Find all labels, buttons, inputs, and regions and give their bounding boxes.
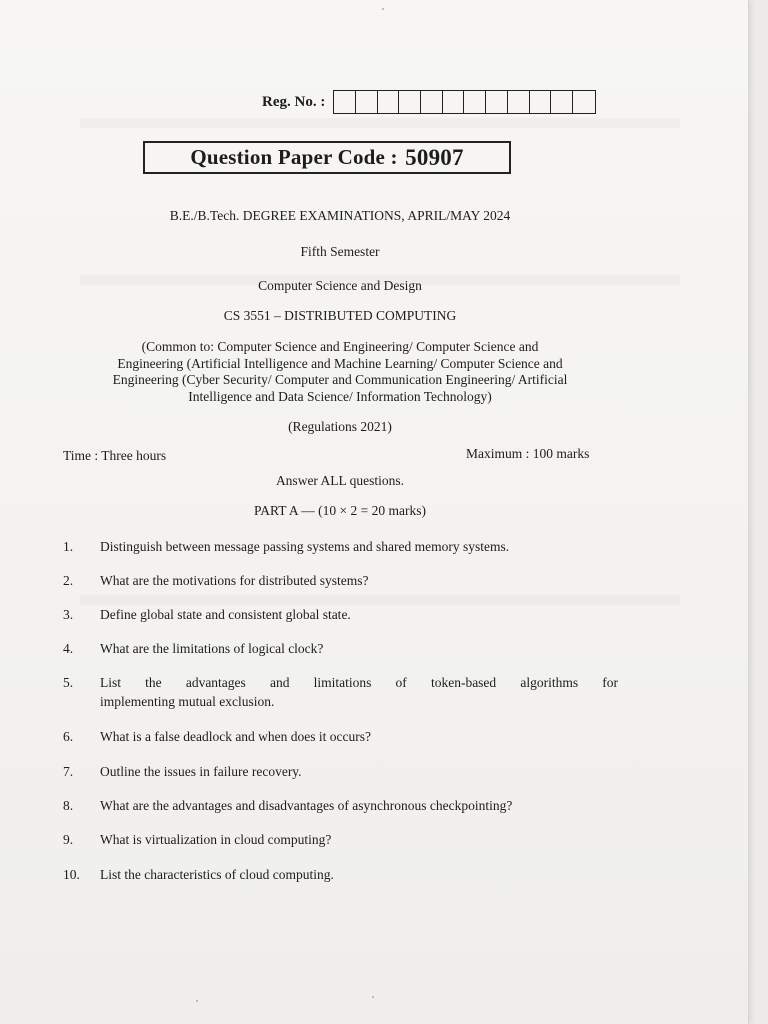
question-number: 5.: [63, 675, 74, 690]
question-number: 4.: [63, 641, 74, 656]
question-text-block: [100, 673, 618, 711]
reg-number-box: [573, 91, 595, 113]
question-text-continued: implementing mutual exclusion.: [100, 694, 275, 709]
question-number: 7.: [63, 764, 74, 779]
maximum-marks: Maximum : 100 marks: [466, 446, 590, 461]
reg-number-box: [530, 91, 552, 113]
question-text: What are the limitations of logical clock?: [100, 641, 324, 656]
department: Computer Science and Design: [258, 278, 422, 293]
question-text: What are the advantages and disadvantages of asynchronous checkpointing?: [100, 798, 513, 813]
question-text: List the advantages and limitations of token-based algorithms for: [100, 675, 618, 690]
question-text: Define global state and consistent global state.: [100, 607, 351, 622]
speck: [372, 996, 374, 998]
question-number: 6.: [63, 729, 74, 744]
regulations: (Regulations 2021): [288, 419, 392, 434]
instruction: Answer ALL questions.: [275, 473, 405, 488]
semester: Fifth Semester: [300, 244, 380, 259]
question-item: [63, 865, 618, 884]
speck: [382, 8, 384, 10]
reg-number-box: [378, 91, 400, 113]
question-item: [63, 727, 618, 746]
question-text: Outline the issues in failure recovery.: [100, 764, 302, 779]
question-item: [63, 571, 618, 590]
question-number: 9.: [63, 832, 74, 847]
exam-title: B.E./B.Tech. DEGREE EXAMINATIONS, APRIL/MAY 2024: [169, 208, 511, 223]
reg-number-box: [421, 91, 443, 113]
question-item: [63, 673, 618, 711]
question-text: Distinguish between message passing systems and shared memory systems.: [100, 539, 510, 554]
bleed-through-mark: [80, 118, 680, 128]
paper-code-label: Question Paper Code :: [190, 145, 398, 169]
question-item: [63, 639, 618, 658]
question-item: [63, 537, 618, 556]
question-item: [63, 796, 618, 815]
reg-number-box: [551, 91, 573, 113]
common-to-block: [62, 339, 618, 405]
question-number: 2.: [63, 573, 74, 588]
reg-number-box: [464, 91, 486, 113]
reg-number-row: [262, 90, 596, 114]
question-text: What is a false deadlock and when does it occurs?: [100, 729, 372, 744]
question-text: List the characteristics of cloud computing.: [100, 867, 334, 882]
bleed-through-mark: [80, 595, 680, 605]
reg-number-box: [399, 91, 421, 113]
question-number: 8.: [63, 798, 74, 813]
reg-number-box: [356, 91, 378, 113]
question-number: 3.: [63, 607, 74, 622]
time-allowed: Time : Three hours: [63, 448, 167, 463]
common-to-line: Intelligence and Data Science/ Information Technology): [188, 388, 492, 404]
question-text: What is virtualization in cloud computing?: [100, 832, 332, 847]
reg-number-box: [443, 91, 465, 113]
question-number: 10.: [63, 867, 80, 882]
paper-code-box: [143, 141, 511, 174]
question-item: [63, 762, 618, 781]
question-number: 1.: [63, 539, 74, 554]
part-a-heading: PART A — (10 × 2 = 20 marks): [254, 503, 426, 518]
speck: [196, 1000, 198, 1002]
question-item: [63, 605, 618, 624]
reg-number-box: [508, 91, 530, 113]
reg-number-boxes: [333, 90, 595, 114]
common-to-line: (Common to: Computer Science and Engineering/ Computer Science and: [141, 339, 539, 354]
question-item: [63, 830, 618, 849]
common-to-line: Engineering (Cyber Security/ Computer and Communication Engineering/ Artificial: [112, 372, 568, 387]
reg-number-box: [334, 91, 356, 113]
question-text: What are the motivations for distributed systems?: [100, 573, 369, 588]
course-title: CS 3551 – DISTRIBUTED COMPUTING: [223, 308, 457, 323]
reg-number-label: Reg. No. :: [262, 93, 326, 110]
common-to-line: Engineering (Artificial Intelligence and Machine Learning/ Computer Science and: [117, 355, 563, 371]
reg-number-box: [486, 91, 508, 113]
paper-code-number: 50907: [405, 144, 464, 170]
